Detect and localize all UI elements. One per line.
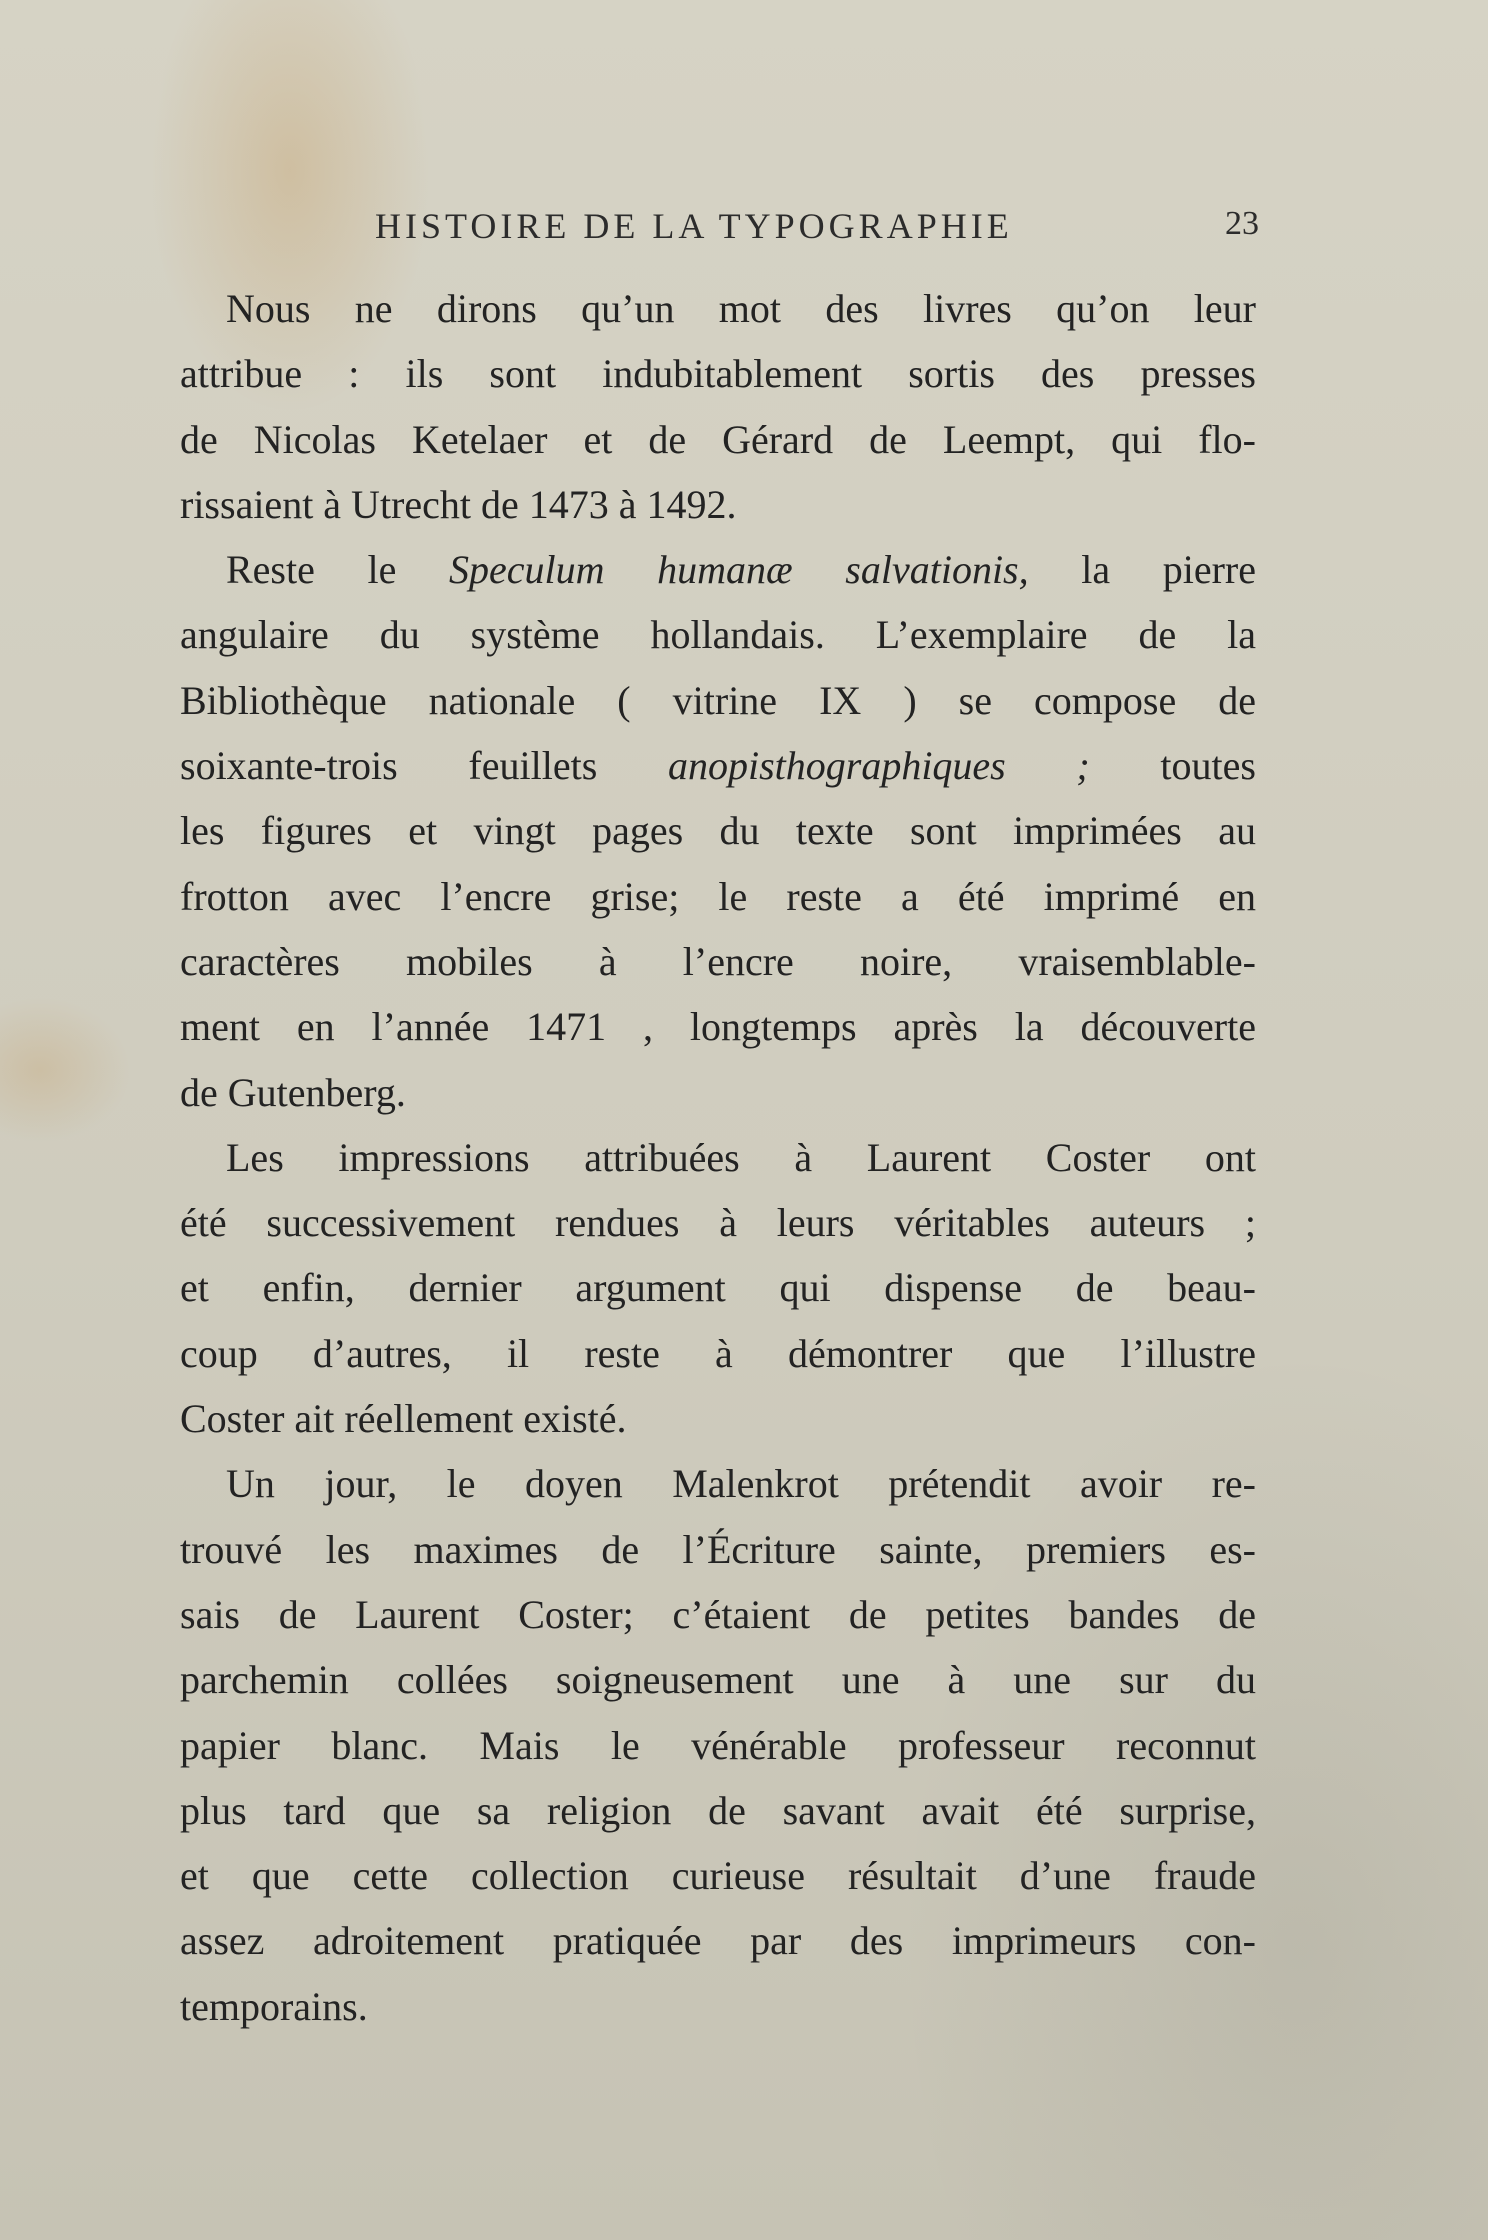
text-run: toutes <box>1089 743 1256 789</box>
text-line: et que cette collection curieuse résultait d’une fraude <box>180 1853 1256 1899</box>
text-line: trouvé les maximes de l’Écriture sainte, premiers es- <box>180 1526 1256 1572</box>
text-line: Les impressions attribuées à Laurent Coster ont <box>226 1134 1256 1180</box>
paragraph-3 <box>180 1125 1256 1451</box>
italic-title: Speculum humanæ salvationis, <box>448 547 1029 593</box>
text-line: attribue : ils sont indubitablement sortis des presses <box>180 351 1256 397</box>
page-number: 23 <box>1225 205 1259 242</box>
running-title: HISTOIRE DE LA TYPOGRAPHIE <box>375 206 1013 246</box>
italic-term: anopisthographiques ; <box>667 743 1090 789</box>
body-text <box>180 276 1256 2039</box>
text-line: les figures et vingt pages du texte sont imprimées au <box>180 808 1256 854</box>
text-line: de Nicolas Ketelaer et de Gérard de Leempt, qui flo- <box>180 416 1256 462</box>
page-header <box>375 205 1259 251</box>
text-line <box>180 733 1256 798</box>
text-line: temporains. <box>180 1983 368 2029</box>
paragraph-2 <box>180 537 1256 1125</box>
text-line: de Gutenberg. <box>180 1069 406 1115</box>
text-run: soixante-trois feuillets <box>180 743 668 789</box>
paragraph-4 <box>180 1451 1256 2039</box>
text-line: Un jour, le doyen Malenkrot prétendit avoir re- <box>226 1461 1256 1507</box>
text-line: assez adroitement pratiquée par des imprimeurs con- <box>180 1918 1256 1964</box>
text-line: ment en l’année 1471 , longtemps après la découverte <box>180 1004 1256 1050</box>
text-line: été successivement rendues à leurs véritables auteurs ; <box>180 1200 1256 1246</box>
text-run: la pierre <box>1028 547 1256 593</box>
text-line: et enfin, dernier argument qui dispense de beau- <box>180 1265 1256 1311</box>
text-line: parchemin collées soigneusement une à une sur du <box>180 1657 1256 1703</box>
text-line: Coster ait réellement existé. <box>180 1396 627 1442</box>
text-line: Bibliothèque nationale ( vitrine IX ) se compose de <box>180 677 1256 723</box>
text-line: sais de Laurent Coster; c’étaient de petites bandes de <box>180 1591 1256 1637</box>
text-line: plus tard que sa religion de savant avait été surprise, <box>180 1787 1256 1833</box>
text-line: coup d’autres, il reste à démontrer que l’illustre <box>180 1330 1256 1376</box>
text-line <box>180 537 1256 602</box>
text-line: angulaire du système hollandais. L’exemplaire de la <box>180 612 1256 658</box>
paragraph-1 <box>180 276 1256 537</box>
text-line: frotton avec l’encre grise; le reste a été imprimé en <box>180 873 1256 919</box>
text-run: Reste le <box>226 547 449 593</box>
text-line: Nous ne dirons qu’un mot des livres qu’on leur <box>226 286 1256 331</box>
text-line: rissaient à Utrecht de 1473 à 1492. <box>180 481 737 527</box>
text-line: papier blanc. Mais le vénérable professeur reconnut <box>180 1722 1256 1768</box>
text-line: caractères mobiles à l’encre noire, vraisemblable- <box>180 938 1256 984</box>
